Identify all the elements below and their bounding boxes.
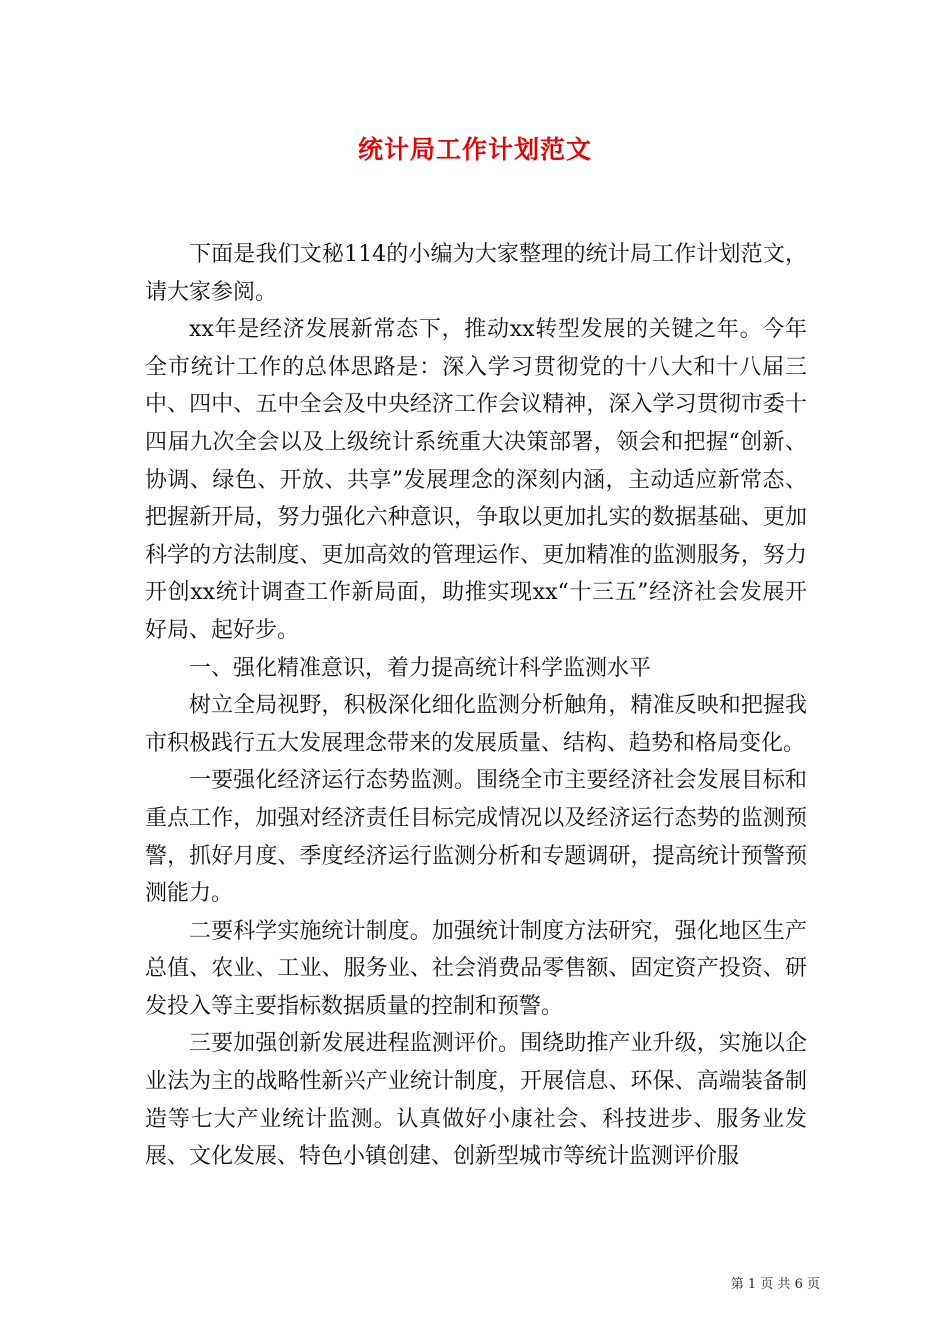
paragraph-item-1: 一要强化经济运行态势监测。围绕全市主要经济社会发展目标和重点工作，加强对经济责任目标完成情况以及经济运行态势的监测预警，抓好月度、季度经济运行监测分析和专题调研，提高统计预警预测能力。 xyxy=(145,768,807,907)
document-title: 统计局工作计划范文 xyxy=(357,135,592,164)
page-number: 第 1 页 共 6 页 xyxy=(730,1277,820,1292)
document-body xyxy=(145,236,807,1176)
section-heading-1: 一、强化精准意识，着力提高统计科学监测水平 xyxy=(189,655,652,681)
paragraph-intro: 下面是我们文秘114的小编为大家整理的统计局工作计划范文，请大家参阅。 xyxy=(145,242,807,305)
paragraph-item-3: 三要加强创新发展进程监测评价。围绕助推产业升级，实施以企业法为主的战略性新兴产业统计制度，开展信息、环保、高端装备制造等七大产业统计监测。认真做好小康社会、科技进步、服务业发展、文化发展、特色小镇创建、创新型城市等统计监测评价服 xyxy=(145,1031,807,1170)
paragraph-overview: xx年是经济发展新常态下，推动xx转型发展的关键之年。今年全市统计工作的总体思路是：深入学习贯彻党的十八大和十八届三中、四中、五中全会及中央经济工作会议精神，深入学习贯彻市委十四届九次全会以及上级统计系统重大决策部署，领会和把握“创新、协调、绿色、开放、共享”发展理念的深刻内涵，主动适应新常态、把握新开局，努力强化六种意识，争取以更加扎实的数据基础、更加科学的方法制度、更加高效的管理运作、更加精准的监测服务，努力开创xx统计调查工作新局面，助推实现xx“十三五”经济社会发展开好局、起好步。 xyxy=(145,317,807,643)
paragraph-item-2: 二要科学实施统计制度。加强统计制度方法研究，强化地区生产总值、农业、工业、服务业、社会消费品零售额、固定资产投资、研发投入等主要指标数据质量的控制和预警。 xyxy=(145,918,807,1019)
paragraph-section-1: 树立全局视野，积极深化细化监测分析触角，精准反映和把握我市积极践行五大发展理念带来的发展质量、结构、趋势和格局变化。 xyxy=(145,693,807,756)
